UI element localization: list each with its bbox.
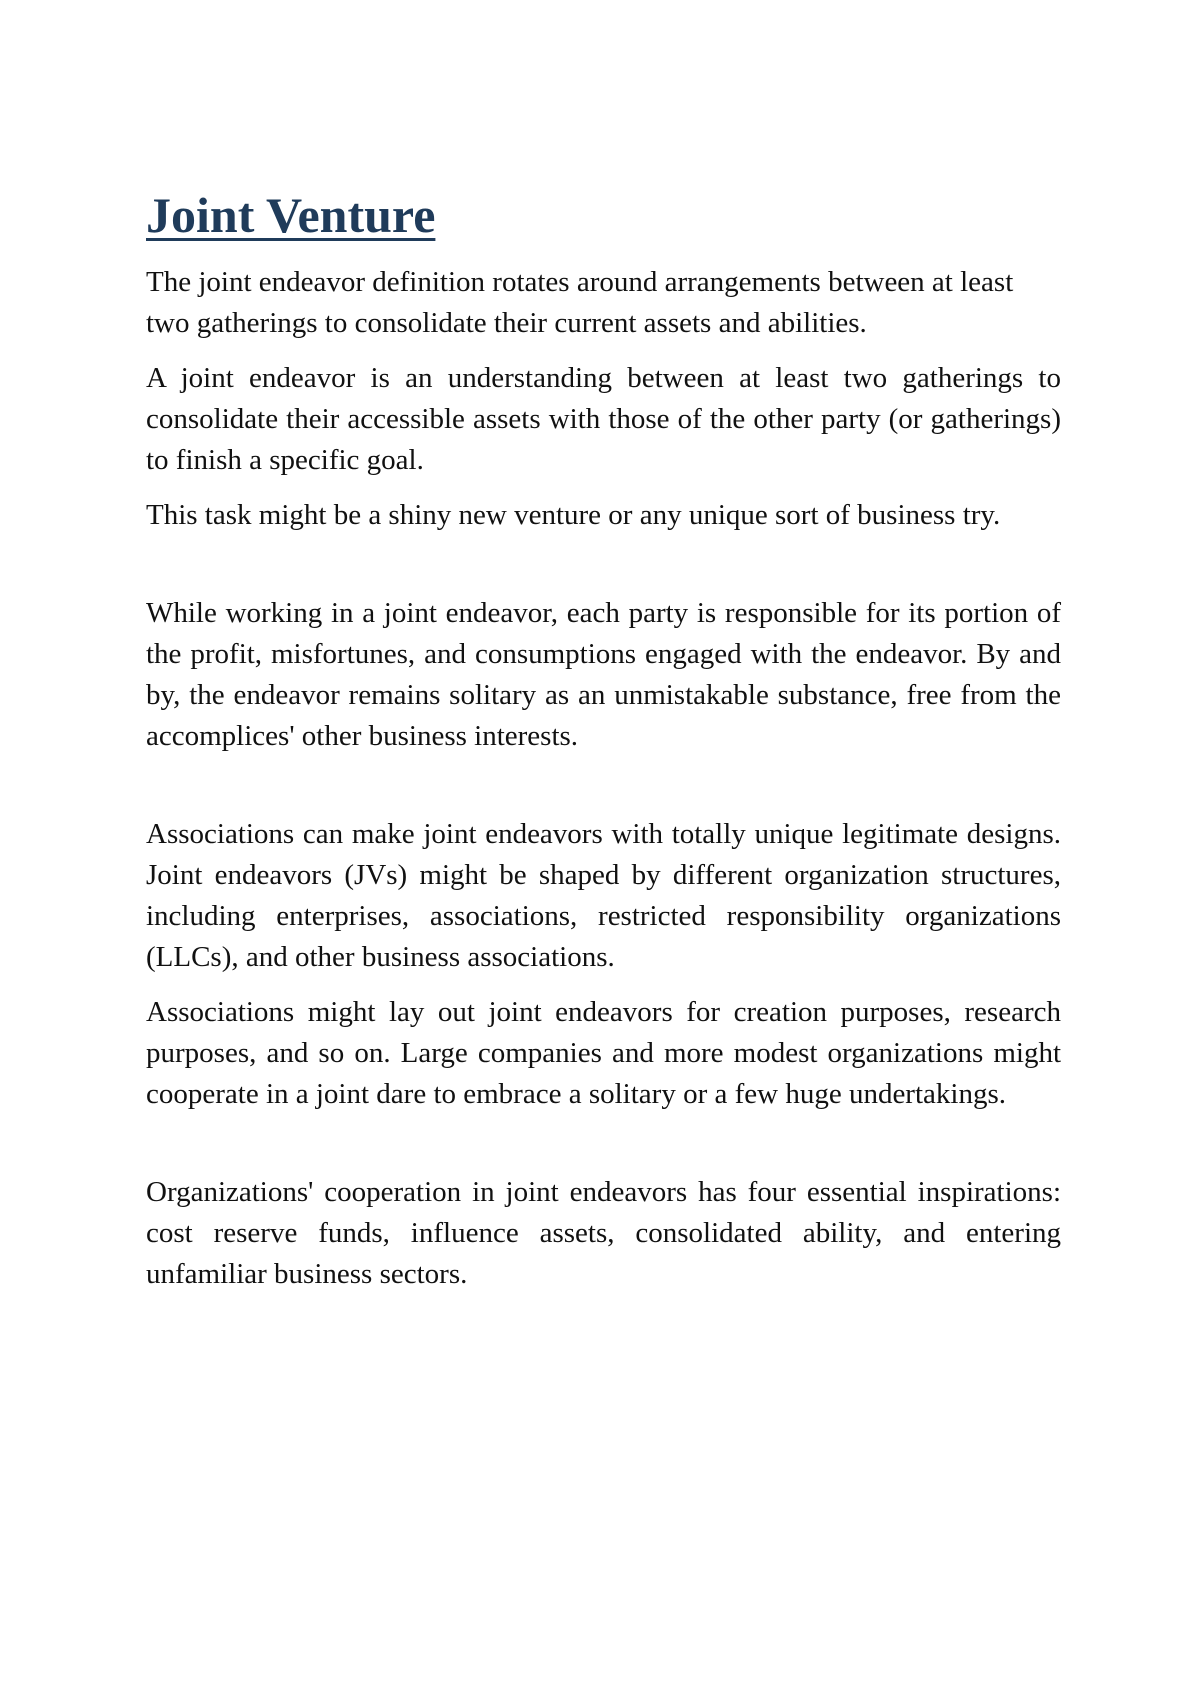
document-body xyxy=(146,180,1061,1309)
paragraph-understanding: A joint endeavor is an understanding between at least two gatherings to consolidate their accessible assets with those of the other party (or gatherings) to finish a specific goal. xyxy=(146,362,1061,476)
paragraph-definition: The joint endeavor definition rotates around arrangements between at least two gatherings to consolidate their current assets and abilities. xyxy=(146,266,1014,339)
paragraph-responsibility: While working in a joint endeavor, each party is responsible for its portion of the profit, misfortunes, and consumptions engaged with the endeavor. By and by, the endeavor remains solitary as an unmistakable substance, free from the accomplices' other business interests. xyxy=(146,597,1061,752)
paragraph-purposes: Associations might lay out joint endeavors for creation purposes, research purposes, and so on. Large companies and more modest organizations might cooperate in a joint dare to embrace a solitary or a few huge undertakings. xyxy=(146,996,1061,1110)
document-title: Joint Venture xyxy=(146,187,436,243)
paragraph-task: This task might be a shiny new venture or any unique sort of business try. xyxy=(146,499,1001,531)
paragraph-motivations: Organizations' cooperation in joint endeavors has four essential inspirations: cost reserve funds, influence assets, consolidated ability, and entering unfamiliar business sectors. xyxy=(146,1176,1061,1290)
paragraph-structures: Associations can make joint endeavors with totally unique legitimate designs. Joint endeavors (JVs) might be shaped by different organization structures, including enterprises, associations, restricted responsibility organizations (LLCs), and other business associations. xyxy=(146,818,1061,973)
